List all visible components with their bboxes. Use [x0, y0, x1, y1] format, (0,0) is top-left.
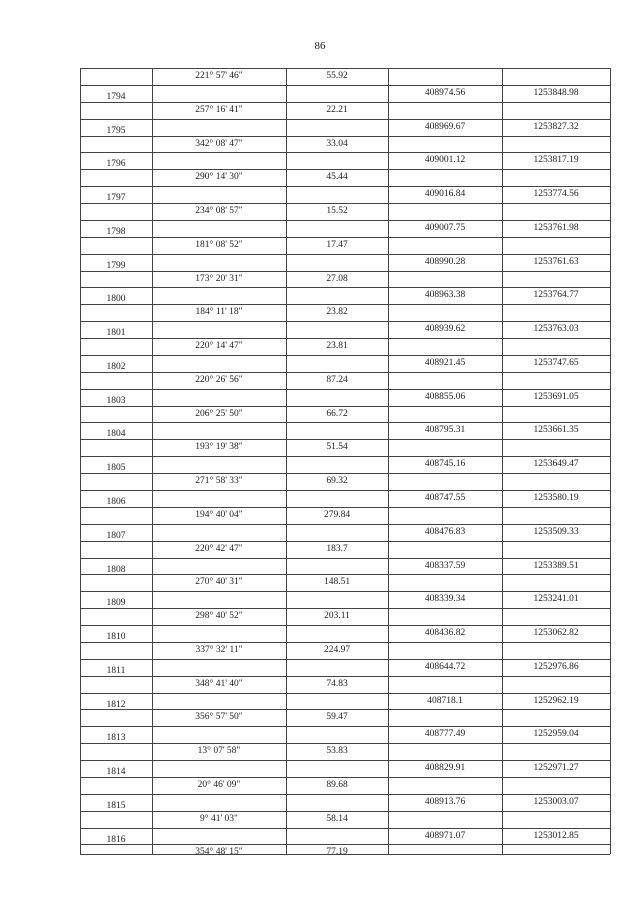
row-rule: [80, 304, 610, 305]
easting-cell: 1253241.01: [533, 594, 579, 605]
row-rule: [80, 625, 610, 626]
row-rule: [80, 507, 610, 508]
northing-cell: 408990.28: [424, 256, 466, 267]
row-rule: [80, 169, 610, 170]
distance-cell: 45.44: [326, 172, 348, 183]
bearing-cell: 193° 19' 38": [195, 442, 243, 453]
northing-cell: 409016.84: [424, 189, 466, 200]
row-rule: [80, 422, 610, 423]
northing-cell: 408718.1: [427, 695, 463, 706]
easting-cell: 1253761.63: [533, 256, 579, 267]
bearing-cell: 184° 11' 18": [195, 307, 243, 318]
row-rule: [80, 709, 610, 710]
bearing-cell: 181° 08' 52": [195, 239, 243, 250]
bearing-cell: 220° 26' 56": [195, 374, 243, 385]
bearing-cell: 270° 40' 31": [195, 577, 243, 588]
bearing-cell: 337° 32' 11": [195, 644, 243, 655]
station-id-cell: 1799: [106, 260, 126, 271]
distance-cell: 74.83: [326, 678, 348, 689]
station-id-cell: 1813: [106, 733, 126, 744]
easting-cell: 1253827.32: [533, 121, 579, 132]
row-rule: [80, 574, 610, 575]
bearing-cell: 348° 41' 40": [195, 678, 243, 689]
station-id-cell: 1794: [106, 91, 126, 102]
distance-cell: 55.92: [326, 71, 348, 81]
distance-cell: 87.24: [326, 374, 348, 385]
station-id-cell: 1800: [106, 294, 126, 305]
station-id-cell: 1796: [106, 159, 126, 170]
row-rule: [80, 355, 610, 356]
easting-cell: 1253649.47: [533, 459, 579, 470]
station-id-cell: 1815: [106, 800, 126, 811]
station-id-cell: 1797: [106, 193, 126, 204]
bearing-cell: 220° 14' 47": [195, 341, 243, 352]
northing-cell: 408974.56: [424, 87, 466, 98]
bearing-cell: 221° 57' 46": [195, 71, 243, 81]
distance-cell: 66.72: [326, 408, 348, 419]
row-rule: [80, 68, 610, 69]
station-id-cell: 1816: [106, 834, 126, 845]
row-rule: [80, 591, 610, 592]
easting-cell: 1252962.19: [533, 695, 579, 706]
easting-cell: 1253062.82: [533, 628, 579, 639]
easting-cell: 1253389.51: [533, 560, 579, 571]
distance-cell: 77.19: [326, 847, 348, 858]
easting-cell: 1253012.85: [533, 830, 579, 841]
bearing-cell: 173° 20' 31": [195, 273, 243, 284]
easting-cell: 1253661.35: [533, 425, 579, 436]
bearing-cell: 220° 42' 47": [195, 543, 243, 554]
distance-cell: 89.68: [326, 779, 348, 790]
distance-cell: 51.54: [326, 442, 348, 453]
row-rule: [80, 220, 610, 221]
distance-cell: 69.32: [326, 476, 348, 487]
easting-cell: 1252976.86: [533, 661, 579, 672]
northing-cell: 408745.16: [424, 459, 466, 470]
northing-cell: 408747.55: [424, 493, 466, 503]
bearing-cell: 194° 40' 04": [195, 509, 243, 520]
distance-cell: 58.14: [326, 813, 348, 824]
page-number: 86: [314, 40, 326, 52]
easting-cell: 1253691.05: [533, 391, 579, 402]
row-rule: [80, 203, 610, 204]
distance-cell: 53.83: [326, 746, 348, 757]
easting-cell: 1253580.19: [533, 493, 579, 503]
distance-cell: 23.81: [326, 341, 348, 352]
survey-coordinates-table: [80, 68, 610, 858]
column-rule: [610, 68, 611, 854]
row-rule: [80, 777, 610, 778]
bearing-cell: 13° 07' 58": [197, 746, 241, 757]
bearing-cell: 257° 16' 41": [195, 104, 243, 115]
easting-cell: 1253848.98: [533, 87, 579, 98]
row-rule: [80, 186, 610, 187]
row-rule: [80, 490, 610, 491]
station-id-cell: 1801: [106, 328, 126, 339]
distance-cell: 183.7: [326, 543, 348, 554]
bearing-cell: 342° 08' 47": [195, 138, 243, 149]
distance-cell: 15.52: [326, 206, 348, 217]
bearing-cell: 290° 14' 30": [195, 172, 243, 183]
easting-cell: 1253747.65: [533, 357, 579, 368]
row-rule: [80, 456, 610, 457]
distance-cell: 59.47: [326, 712, 348, 723]
northing-cell: 408913.76: [424, 796, 466, 807]
bearing-cell: 298° 40' 52": [195, 611, 243, 622]
distance-cell: 148.51: [323, 577, 351, 588]
northing-cell: 408829.91: [424, 763, 466, 774]
northing-cell: 408339.34: [424, 594, 466, 605]
row-rule: [80, 439, 610, 440]
station-id-cell: 1795: [106, 125, 126, 136]
station-id-cell: 1804: [106, 429, 126, 440]
easting-cell: 1252971.27: [533, 763, 579, 774]
northing-cell: 408644.72: [424, 661, 466, 672]
row-rule: [80, 338, 610, 339]
easting-cell: 1253763.03: [533, 324, 579, 335]
northing-cell: 408969.67: [424, 121, 466, 132]
easting-cell: 1253774.56: [533, 189, 579, 200]
northing-cell: 408939.62: [424, 324, 466, 335]
station-id-cell: 1809: [106, 598, 126, 609]
station-id-cell: 1805: [106, 463, 126, 474]
row-rule: [80, 726, 610, 727]
station-id-cell: 1814: [106, 767, 126, 778]
row-rule: [80, 287, 610, 288]
northing-cell: 408963.38: [424, 290, 466, 301]
easting-cell: 1252959.04: [533, 729, 579, 740]
station-id-cell: 1803: [106, 395, 126, 406]
easting-cell: 1253817.19: [533, 155, 579, 166]
distance-cell: 33.04: [326, 138, 348, 149]
station-id-cell: 1810: [106, 632, 126, 643]
bearing-cell: 9° 41' 03": [200, 813, 238, 824]
station-id-cell: 1812: [106, 699, 126, 710]
distance-cell: 23.82: [326, 307, 348, 318]
easting-cell: 1253761.98: [533, 222, 579, 233]
northing-cell: 409007.75: [424, 222, 466, 233]
station-id-cell: 1807: [106, 530, 126, 541]
northing-cell: 408436.82: [424, 628, 466, 639]
station-id-cell: 1811: [106, 665, 126, 676]
bearing-cell: 354° 48' 15": [195, 847, 243, 858]
northing-cell: 409001.12: [424, 155, 466, 166]
bearing-cell: 206° 25' 50": [195, 408, 243, 419]
distance-cell: 203.11: [324, 611, 350, 622]
distance-cell: 17.47: [326, 239, 348, 250]
easting-cell: 1253003.07: [533, 796, 579, 807]
northing-cell: 408971.07: [424, 830, 466, 841]
northing-cell: 408855.06: [424, 391, 466, 402]
row-rule: [80, 85, 610, 86]
row-rule: [80, 642, 610, 643]
northing-cell: 408337.59: [424, 560, 466, 571]
northing-cell: 408777.49: [424, 729, 466, 740]
easting-cell: 1253764.77: [533, 290, 579, 301]
station-id-cell: 1808: [106, 564, 126, 575]
northing-cell: 408476.83: [424, 526, 466, 537]
bearing-cell: 356° 57' 50": [195, 712, 243, 723]
distance-cell: 22.21: [326, 104, 348, 115]
row-rule: [80, 152, 610, 153]
bearing-cell: 271° 58' 33": [195, 476, 243, 487]
bearing-cell: 20° 46' 09": [197, 779, 241, 790]
northing-cell: 408921.45: [424, 357, 466, 368]
distance-cell: 27.08: [326, 273, 348, 284]
row-rule: [80, 844, 610, 845]
station-id-cell: 1798: [106, 226, 126, 237]
distance-cell: 279.84: [323, 509, 351, 520]
easting-cell: 1253509.33: [533, 526, 579, 537]
distance-cell: 224.97: [323, 644, 351, 655]
row-rule: [80, 743, 610, 744]
row-rule: [80, 760, 610, 761]
row-rule: [80, 321, 610, 322]
row-rule: [80, 473, 610, 474]
bearing-cell: 234° 08' 57": [195, 206, 243, 217]
row-rule: [80, 608, 610, 609]
northing-cell: 408795.31: [424, 425, 466, 436]
station-id-cell: 1806: [106, 497, 126, 507]
station-id-cell: 1802: [106, 361, 126, 372]
